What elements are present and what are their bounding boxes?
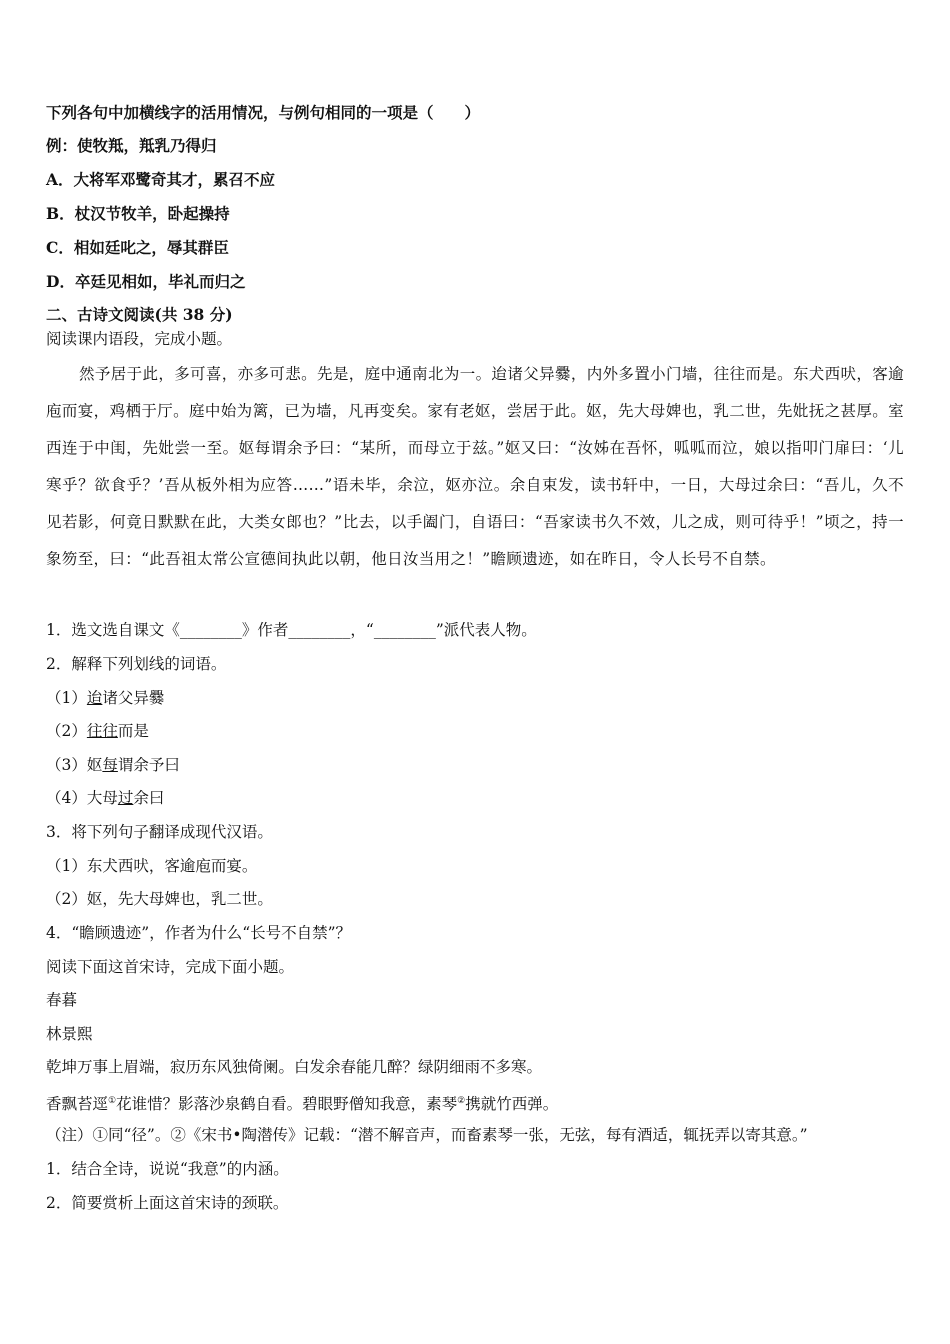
poem-author: 林景熙 (46, 1025, 93, 1043)
q2-item-4-pre: （4）大母 (46, 789, 118, 807)
option-d (46, 272, 245, 292)
option-a-text: 大将军邓鹭奇其才，累召不应 (73, 170, 276, 189)
poem-question-1: 1．结合全诗，说说“我意”的内涵。 (46, 1160, 289, 1178)
q1-number: 1． (46, 621, 72, 639)
q2-item-3 (46, 755, 180, 775)
option-b-text: 杖汉节牧羊，卧起操持 (74, 204, 230, 223)
q1-text-b: 》作者 (241, 621, 289, 639)
q2-item-3-pre: （3）妪 (46, 756, 103, 774)
option-b-letter: B． (46, 204, 75, 223)
question-example: 例：使牧羝，羝乳乃得归 (46, 136, 217, 155)
option-a-letter: A． (46, 170, 74, 189)
q2-item-3-post: 谓余予曰 (117, 756, 180, 774)
q1-text-a: 选文选自课文《 (71, 621, 180, 639)
option-c (46, 238, 229, 258)
option-d-letter: D． (46, 272, 75, 291)
q3: 3．将下列句子翻译成现代汉语。 (46, 823, 273, 841)
footnote-mark-2: ② (457, 1096, 466, 1106)
question-stem: 下列各句中加横线字的活用情况，与例句相同的一项是（ ） (46, 103, 481, 122)
q2: 2．解释下列划线的词语。 (46, 655, 227, 673)
q2-item-1-pre: （1） (46, 689, 87, 707)
poem-note: （注）①同“径”。②《宋书•陶潜传》记载：“潜不解音声，而畜素琴一张，无弦，每有酒适，辄抚弄以寄其意。” (46, 1126, 808, 1144)
q2-item-2-post: 而是 (117, 722, 149, 740)
option-c-letter: C． (46, 238, 74, 257)
q1-blank-2: ________ (288, 621, 351, 639)
option-a (46, 170, 275, 190)
q1-blank-3: ________ (373, 621, 436, 639)
q2-item-4-post: 余曰 (133, 789, 165, 807)
poem-line-2 (46, 1091, 558, 1114)
poem-line-1: 乾坤万事上眉端，寂历东风独倚阑。白发余春能几醉？绿阴细雨不多寒。 (46, 1058, 543, 1076)
q3-item-2: （2）妪，先大母婢也，乳二世。 (46, 890, 273, 908)
q2-item-1 (46, 688, 164, 708)
poem-question-2: 2．简要赏析上面这首宋诗的颈联。 (46, 1194, 289, 1212)
q2-item-4 (46, 788, 164, 808)
poem-intro: 阅读下面这首宋诗，完成下面小题。 (46, 958, 295, 976)
q2-item-2-underlined: 往往 (86, 722, 118, 740)
q1-blank-1: ________ (179, 621, 242, 639)
q1-text-d: ”派代表人物。 (435, 621, 537, 639)
poem-title: 春暮 (46, 991, 78, 1009)
q2-item-4-underlined: 过 (117, 789, 134, 807)
q3-item-1: （1）东犬西吠，客逾庖而宴。 (46, 857, 258, 875)
q4: 4．“瞻顾遗迹”，作者为什么“长号不自禁”？ (46, 924, 352, 942)
q2-item-1-post: 诸父异爨 (102, 689, 165, 707)
option-b (46, 204, 230, 224)
classical-passage: 然予居于此，多可喜，亦多可悲。先是，庭中通南北为一。迨诸父异爨，内外多置小门墙，往往而是。东犬西吠，客逾庖而宴，鸡栖于厅。庭中始为篱，已为墙，凡再变矣。家有老妪，尝居于此。妪，先大母婢也，乳二世，先妣抚之甚厚。室西连于中闺，先妣尝一至。妪每谓余予曰：“某所，而母立于兹。”妪又曰：“汝姊在吾怀，呱呱而泣，娘以指叩门扉曰：‘儿寒乎？欲食乎？’吾从板外相为应答……”语未毕，余泣，妪亦泣。余自束发，读书轩中，一日，大母过余曰：“吾儿，久不见若影，何竟日默默在此，大类女郎也？”比去，以手阖门，自语曰：“吾家读书久不效，儿之成，则可待乎！”顷之，持一象笏至，曰：“此吾祖太常公宣德间执此以朝，他日汝当用之！”瞻顾遗迹，如在昨日，令人长号不自禁。 (46, 365, 904, 568)
q2-item-3-underlined: 每 (102, 756, 118, 774)
poem-line-2-c: 携就竹西弹。 (465, 1095, 559, 1114)
q2-item-2 (46, 721, 149, 741)
q2-item-1-underlined: 迨 (86, 689, 103, 707)
section-intro: 阅读课内语段，完成小题。 (46, 330, 233, 348)
q1-text-c: ，“ (350, 621, 374, 639)
poem-line-2-a: 香飘苔逕 (46, 1095, 109, 1114)
poem-line-2-b: 花谁惜？影落沙泉鹤自看。碧眼野僧知我意，素琴 (116, 1095, 458, 1114)
section-title: 二、古诗文阅读(共 38 分) (46, 305, 233, 324)
footnote-mark-1: ① (108, 1096, 117, 1106)
q1 (46, 620, 537, 640)
q2-item-2-pre: （2） (46, 722, 87, 740)
option-c-text: 相如廷叱之，辱其群臣 (73, 238, 229, 257)
option-d-text: 卒廷见相如，毕礼而归之 (74, 272, 246, 291)
